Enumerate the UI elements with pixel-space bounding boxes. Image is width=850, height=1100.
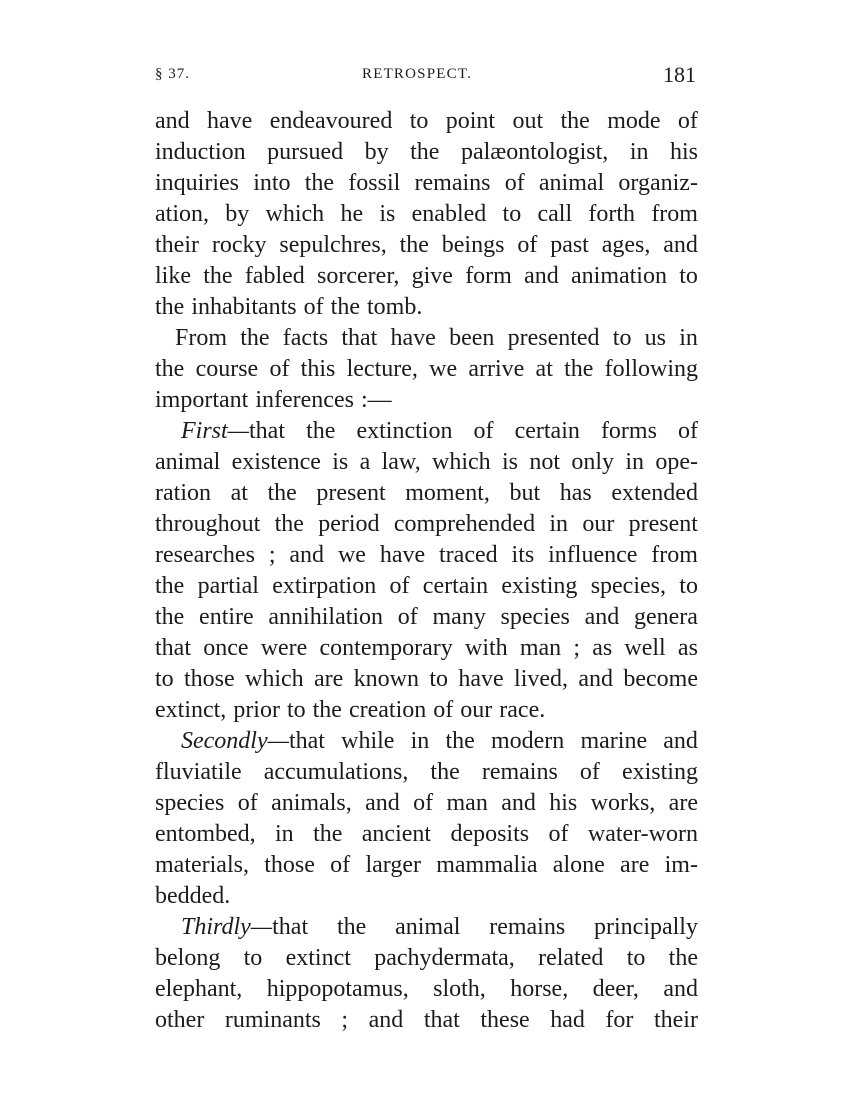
word: works, xyxy=(590,790,656,816)
word: which xyxy=(265,201,325,227)
word: to xyxy=(679,263,698,289)
word: important xyxy=(155,387,249,413)
word: to xyxy=(155,666,174,692)
word: entire xyxy=(199,604,254,630)
text-line xyxy=(155,199,698,230)
word: at xyxy=(535,356,553,382)
word: of xyxy=(677,108,698,134)
word: to xyxy=(679,573,698,599)
word: lecture, xyxy=(346,356,418,382)
word: marine xyxy=(580,728,648,754)
word: of xyxy=(548,821,569,847)
word: have xyxy=(458,666,504,692)
word: mammalia xyxy=(436,852,538,878)
word: endeavoured xyxy=(269,108,393,134)
word: their xyxy=(155,232,199,258)
word: the xyxy=(312,697,342,723)
word: modern xyxy=(490,728,565,754)
text-line xyxy=(155,416,698,447)
word: fossil xyxy=(348,170,401,196)
word: ancient xyxy=(361,821,432,847)
text-line xyxy=(155,881,698,912)
word: is xyxy=(502,449,519,475)
word: and xyxy=(663,728,698,754)
word: from xyxy=(651,201,698,227)
word: ope- xyxy=(655,449,698,475)
body-text xyxy=(155,106,698,1036)
text-line xyxy=(155,664,698,695)
word: give xyxy=(411,263,453,289)
word: the xyxy=(564,356,594,382)
word: ages, xyxy=(601,232,651,258)
word: has xyxy=(559,480,592,506)
word: and xyxy=(524,263,559,289)
word: have xyxy=(207,108,253,134)
word: belong xyxy=(155,945,221,971)
word: and xyxy=(578,666,614,692)
word: facts xyxy=(282,325,329,351)
word: animal xyxy=(155,449,221,475)
word: period xyxy=(318,511,380,537)
word: into xyxy=(253,170,291,196)
word: sorcerer, xyxy=(317,263,400,289)
text-line xyxy=(155,447,698,478)
word: moment, xyxy=(405,480,490,506)
word: that xyxy=(155,635,191,661)
word: a xyxy=(359,449,371,475)
word: extinct, xyxy=(155,697,227,723)
word: that xyxy=(341,325,378,351)
word: principally xyxy=(594,914,698,940)
word: animation xyxy=(571,263,667,289)
text-line xyxy=(155,137,698,168)
word: of xyxy=(517,232,538,258)
word: Secondly—that xyxy=(181,728,325,754)
word: well xyxy=(624,635,666,661)
word: of xyxy=(413,790,434,816)
text-line xyxy=(155,1005,698,1036)
word: by xyxy=(225,201,250,227)
word: his xyxy=(549,790,578,816)
word: existence xyxy=(231,449,321,475)
word: and xyxy=(365,790,400,816)
word: are xyxy=(668,790,698,816)
word: deposits xyxy=(450,821,530,847)
word: to xyxy=(243,945,263,971)
word: of xyxy=(504,170,525,196)
word: point xyxy=(445,108,496,134)
word: in xyxy=(629,139,649,165)
word: First—that xyxy=(181,418,286,444)
word: forms xyxy=(600,418,657,444)
text-line xyxy=(155,509,698,540)
word: of xyxy=(389,573,410,599)
word: as xyxy=(592,635,613,661)
word: race. xyxy=(499,697,546,723)
word: in xyxy=(549,511,569,537)
word: the xyxy=(155,573,185,599)
word: deer, xyxy=(592,976,639,1002)
word: materials, xyxy=(155,852,249,878)
word: and xyxy=(663,976,698,1002)
word: mode xyxy=(607,108,661,134)
word: of xyxy=(678,418,698,444)
word: we xyxy=(337,542,366,568)
word: arrive xyxy=(468,356,525,382)
word: which xyxy=(432,449,491,475)
text-line xyxy=(155,633,698,664)
text-line xyxy=(155,292,698,323)
word: prior xyxy=(233,697,280,723)
word: species xyxy=(500,604,570,630)
text-line xyxy=(155,261,698,292)
word: and xyxy=(289,542,325,568)
word: to xyxy=(286,697,306,723)
text-line xyxy=(155,354,698,385)
word: water-worn xyxy=(587,821,698,847)
word: past xyxy=(550,232,589,258)
word: is xyxy=(379,201,396,227)
word: of xyxy=(330,852,351,878)
word: influence xyxy=(548,542,638,568)
word: induction xyxy=(155,139,246,165)
text-line xyxy=(155,757,698,788)
text-line xyxy=(155,385,698,416)
word: horse, xyxy=(510,976,569,1002)
text-line xyxy=(155,788,698,819)
word: its xyxy=(511,542,535,568)
text-line xyxy=(155,695,698,726)
word: in xyxy=(275,821,294,847)
word: call xyxy=(537,201,573,227)
word: extinction xyxy=(356,418,453,444)
word: existing xyxy=(501,573,578,599)
text-line xyxy=(155,974,698,1005)
word: and xyxy=(663,232,698,258)
word: present xyxy=(628,511,698,537)
word: certain xyxy=(422,573,489,599)
word: fabled xyxy=(244,263,305,289)
word: the xyxy=(560,108,590,134)
word: partial xyxy=(197,573,259,599)
word: following xyxy=(604,356,698,382)
word: other xyxy=(155,1007,205,1033)
word: the xyxy=(445,728,475,754)
word: pachydermata, xyxy=(374,945,515,971)
word: are xyxy=(620,852,650,878)
text-line xyxy=(155,323,698,354)
text-line xyxy=(155,478,698,509)
text-line xyxy=(155,168,698,199)
word: as xyxy=(677,635,698,661)
word: to xyxy=(429,666,449,692)
word: the xyxy=(155,294,185,320)
text-line xyxy=(155,819,698,850)
text-line xyxy=(155,571,698,602)
word: certain xyxy=(514,418,580,444)
word: his xyxy=(669,139,698,165)
inference-lead: First— xyxy=(181,418,250,444)
word: man xyxy=(519,635,562,661)
word: to xyxy=(626,945,646,971)
word: remains xyxy=(414,170,491,196)
word: ; xyxy=(341,1007,349,1033)
word: the xyxy=(240,325,270,351)
page-number: 181 xyxy=(663,62,696,87)
word: which xyxy=(245,666,304,692)
text-line xyxy=(155,943,698,974)
word: related xyxy=(538,945,604,971)
text-line xyxy=(155,726,698,757)
word: traced xyxy=(439,542,498,568)
word: the xyxy=(274,511,304,537)
text-line xyxy=(155,912,698,943)
word: animal xyxy=(395,914,461,940)
word: the xyxy=(313,821,343,847)
text-line xyxy=(155,230,698,261)
word: the xyxy=(155,604,185,630)
word: the xyxy=(330,294,360,320)
word: contemporary xyxy=(319,635,453,661)
word: accumulations, xyxy=(263,759,409,785)
word: of xyxy=(269,356,290,382)
section-mark: § 37. xyxy=(155,66,190,82)
word: pursued xyxy=(267,139,344,165)
word: the xyxy=(203,263,233,289)
word: tomb. xyxy=(366,294,423,320)
word: and xyxy=(501,790,536,816)
word: in xyxy=(410,728,430,754)
word: once xyxy=(203,635,249,661)
word: of xyxy=(237,790,258,816)
word: become xyxy=(623,666,698,692)
word: us xyxy=(644,325,667,351)
word: ration xyxy=(155,480,211,506)
word: inferences xyxy=(255,387,354,413)
word: extinct xyxy=(285,945,351,971)
text-line xyxy=(155,540,698,571)
word: ; xyxy=(573,635,581,661)
word: by xyxy=(364,139,389,165)
word: their xyxy=(653,1007,698,1033)
word: species xyxy=(155,790,225,816)
word: at xyxy=(230,480,248,506)
word: those xyxy=(264,852,315,878)
word: organiz- xyxy=(618,170,698,196)
word: sloth, xyxy=(433,976,486,1002)
word: alone xyxy=(552,852,605,878)
word: and xyxy=(368,1007,404,1033)
word: to xyxy=(612,325,632,351)
word: From xyxy=(175,325,228,351)
word: of xyxy=(433,697,454,723)
word: rocky xyxy=(211,232,267,258)
word: remains xyxy=(489,914,566,940)
word: palæontologist, xyxy=(460,139,609,165)
word: have xyxy=(390,325,436,351)
word: known xyxy=(353,666,420,692)
word: that xyxy=(423,1007,460,1033)
word: hippopotamus, xyxy=(266,976,409,1002)
word: this xyxy=(300,356,336,382)
word: in xyxy=(679,325,698,351)
word: remains xyxy=(481,759,558,785)
word: species, xyxy=(590,573,666,599)
text-line xyxy=(155,850,698,881)
word: been xyxy=(449,325,495,351)
word: inhabitants xyxy=(191,294,297,320)
word: in xyxy=(625,449,645,475)
word: larger xyxy=(365,852,421,878)
word: sepulchres, xyxy=(279,232,387,258)
word: Thirdly—that xyxy=(181,914,309,940)
word: and xyxy=(584,604,620,630)
word: not xyxy=(529,449,561,475)
word: these xyxy=(480,1007,530,1033)
word: but xyxy=(509,480,541,506)
word: only xyxy=(571,449,615,475)
word: bedded. xyxy=(155,883,231,909)
word: with xyxy=(464,635,508,661)
word: ruminants xyxy=(224,1007,321,1033)
word: fluviatile xyxy=(155,759,242,785)
word: the xyxy=(304,170,335,196)
running-head: RETROSPECT. xyxy=(362,66,473,82)
word: annihilation xyxy=(268,604,384,630)
word: of xyxy=(303,294,324,320)
word: lived, xyxy=(514,666,569,692)
word: many xyxy=(432,604,486,630)
word: ation, xyxy=(155,201,209,227)
word: have xyxy=(379,542,426,568)
word: the xyxy=(155,356,185,382)
word: animal xyxy=(538,170,605,196)
inference-lead: Secondly— xyxy=(181,728,289,754)
word: is xyxy=(332,449,349,475)
word: the xyxy=(410,139,440,165)
word: had xyxy=(550,1007,585,1033)
word: while xyxy=(341,728,395,754)
word: the xyxy=(668,945,698,971)
word: and xyxy=(155,108,190,134)
word: were xyxy=(260,635,308,661)
word: existing xyxy=(621,759,698,785)
word: are xyxy=(314,666,344,692)
word: like xyxy=(155,263,191,289)
word: course xyxy=(195,356,259,382)
word: the xyxy=(430,759,460,785)
word: throughout xyxy=(155,511,261,537)
word: :— xyxy=(360,387,392,413)
text-line xyxy=(155,602,698,633)
word: to xyxy=(409,108,429,134)
word: genera xyxy=(633,604,698,630)
word: inquiries xyxy=(155,170,239,196)
word: those xyxy=(184,666,235,692)
word: of xyxy=(473,418,494,444)
word: researches xyxy=(155,542,255,568)
word: law, xyxy=(381,449,421,475)
word: creation xyxy=(348,697,427,723)
word: forth xyxy=(588,201,636,227)
word: extended xyxy=(611,480,698,506)
word: im- xyxy=(664,852,698,878)
word: our xyxy=(582,511,615,537)
word: comprehended xyxy=(393,511,536,537)
word: of xyxy=(397,604,418,630)
word: our xyxy=(460,697,493,723)
word: to xyxy=(502,201,522,227)
word: elephant, xyxy=(155,976,243,1002)
word: ; xyxy=(268,542,276,568)
word: extirpation xyxy=(272,573,377,599)
word: the xyxy=(306,418,336,444)
word: presented xyxy=(507,325,600,351)
word: beings xyxy=(441,232,505,258)
word: the xyxy=(399,232,429,258)
inference-lead: Thirdly— xyxy=(181,914,273,940)
word: the xyxy=(267,480,297,506)
text-line xyxy=(155,106,698,137)
word: of xyxy=(579,759,600,785)
word: present xyxy=(316,480,386,506)
page-header xyxy=(155,62,698,90)
word: for xyxy=(605,1007,634,1033)
word: man xyxy=(446,790,488,816)
word: form xyxy=(465,263,512,289)
word: out xyxy=(512,108,544,134)
word: entombed, xyxy=(155,821,256,847)
word: we xyxy=(429,356,458,382)
word: the xyxy=(336,914,367,940)
word: enabled xyxy=(411,201,487,227)
word: he xyxy=(340,201,364,227)
word: animals, xyxy=(271,790,352,816)
word: from xyxy=(651,542,698,568)
